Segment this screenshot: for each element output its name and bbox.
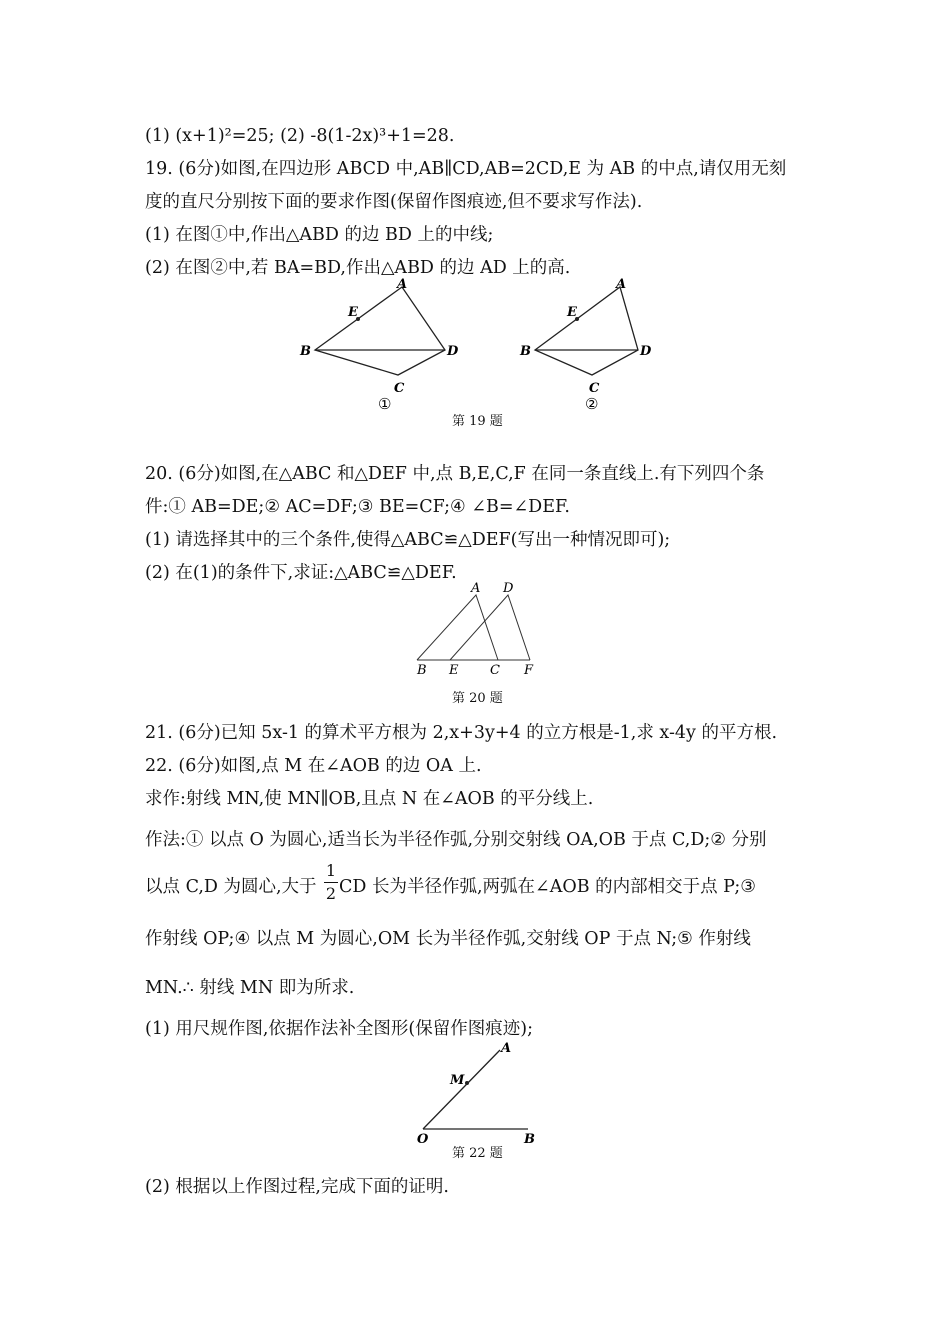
quad-abcd-right — [535, 287, 638, 375]
q18-equations: (1) (x+1)²=25; (2) -8(1-2x)³+1=28. — [145, 126, 455, 146]
q20-stem-line1: 20. (6分)如图,在△ABC 和△DEF 中,点 B,E,C,F 在同一条直线上.有下列四个条 — [145, 464, 765, 484]
label-c-left: C — [394, 381, 405, 396]
label-c-20: C — [490, 663, 500, 678]
q20-part1: (1) 请选择其中的三个条件,使得△ABC≌△DEF(写出一种情况即可); — [145, 530, 671, 550]
q22-method-line1: 作法:① 以点 O 为圆心,适当长为半径作弧,分别交射线 OA,OB 于点 C,D;② 分别 — [145, 830, 767, 850]
label-b-22: B — [524, 1132, 535, 1147]
figure-19-caption: 第 19 题 — [452, 414, 503, 429]
q22-task: 求作:射线 MN,使 MN∥OB,且点 N 在∠AOB 的平分线上. — [145, 789, 594, 809]
label-d-20: D — [503, 581, 514, 596]
figure-number-2: ② — [585, 395, 599, 413]
q22-part1: (1) 用尺规作图,依据作法补全图形(保留作图痕迹); — [145, 1019, 533, 1039]
figure-number-1: ① — [378, 395, 392, 413]
label-d-left: D — [447, 344, 459, 359]
figure-19-left — [315, 287, 445, 375]
label-m-22: M — [450, 1073, 465, 1088]
label-e-right: E — [567, 305, 577, 320]
q21-stem: 21. (6分)已知 5x-1 的算术平方根为 2,x+3y+4 的立方根是-1,求 x-4y 的平方根. — [145, 723, 778, 743]
label-b-20: B — [417, 663, 427, 678]
point-m — [465, 1081, 469, 1085]
q22-method-line2a: 以点 C,D 为圆心,大于 — [145, 877, 317, 897]
label-b-right: B — [520, 344, 531, 359]
fraction-bar — [324, 882, 338, 883]
q22-stem: 22. (6分)如图,点 M 在∠AOB 的边 OA 上. — [145, 756, 482, 776]
figure-20-caption: 第 20 题 — [452, 691, 503, 706]
label-d-right: D — [640, 344, 652, 359]
label-a-right: A — [616, 277, 627, 292]
q19-stem-line1: 19. (6分)如图,在四边形 ABCD 中,AB∥CD,AB=2CD,E 为 AB 的中点,请仅用无刻 — [145, 159, 787, 179]
q22-method-line3: 作射线 OP;④ 以点 M 为圆心,OM 长为半径作弧,交射线 OP 于点 N;⑤ 作射线 — [145, 929, 751, 949]
fraction-denominator: 2 — [325, 884, 337, 903]
label-a-20: A — [471, 581, 481, 596]
figure-19-right — [535, 287, 638, 375]
label-e-left: E — [348, 305, 358, 320]
label-e-20: E — [449, 663, 459, 678]
figure-19 — [0, 275, 950, 415]
fraction-numerator: 1 — [325, 861, 337, 880]
ray-oa — [423, 1050, 500, 1129]
label-c-right: C — [589, 381, 600, 396]
label-o-22: O — [417, 1132, 429, 1147]
label-f-20: F — [524, 663, 534, 678]
q19-part2: (2) 在图②中,若 BA=BD,作出△ABD 的边 AD 上的高. — [145, 258, 571, 278]
figure-22 — [0, 1035, 950, 1145]
triangle-abc — [417, 595, 498, 660]
q22-method-line4: MN.∴ 射线 MN 即为所求. — [145, 978, 355, 998]
label-a-22: A — [501, 1041, 512, 1056]
q22-method-line2b: CD 长为半径作弧,两弧在∠AOB 的内部相交于点 P;③ — [339, 877, 756, 897]
label-a-left: A — [397, 277, 408, 292]
q22-part2: (2) 根据以上作图过程,完成下面的证明. — [145, 1177, 449, 1197]
q19-stem-line2: 度的直尺分别按下面的要求作图(保留作图痕迹,但不要求写作法). — [145, 192, 643, 212]
figure-22-caption: 第 22 题 — [452, 1146, 503, 1161]
label-b-left: B — [300, 344, 311, 359]
triangle-def — [450, 595, 530, 660]
q20-part2: (2) 在(1)的条件下,求证:△ABC≌△DEF. — [145, 563, 457, 583]
q19-part1: (1) 在图①中,作出△ABD 的边 BD 上的中线; — [145, 225, 494, 245]
figure-20 — [0, 580, 950, 680]
quad-abcd-left — [315, 287, 445, 375]
q20-stem-line2: 件:① AB=DE;② AC=DF;③ BE=CF;④ ∠B=∠DEF. — [145, 497, 570, 517]
